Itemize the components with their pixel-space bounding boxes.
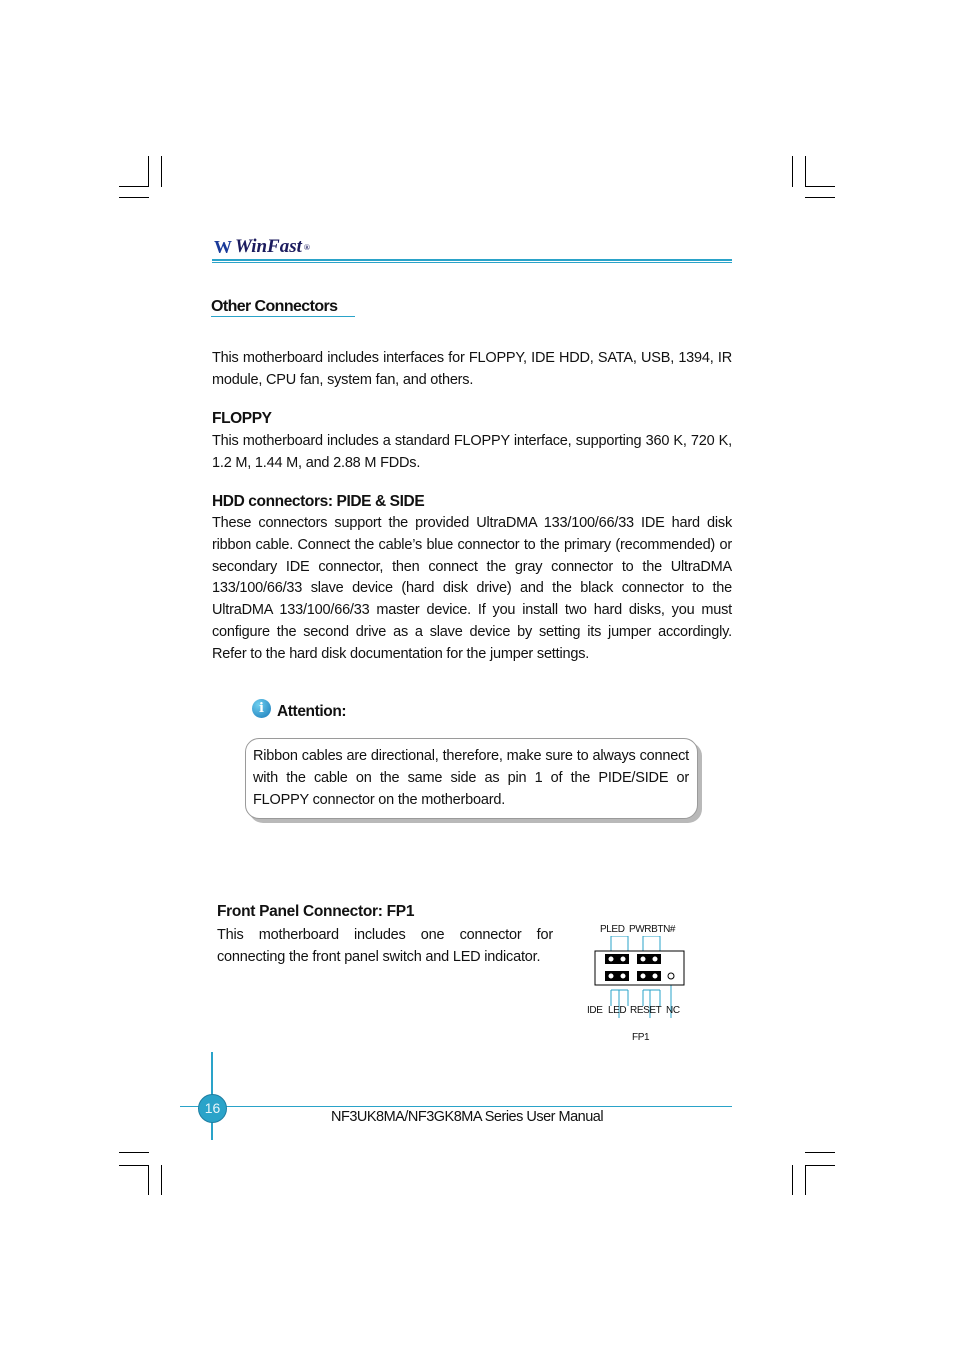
crop-mark [119,186,149,187]
front-panel-text: This motherboard includes one connector for connecting the front panel switch and LED indicator. [217,927,553,965]
winfast-logo [214,236,310,258]
crop-mark [119,197,149,198]
logo-registered: ® [303,242,310,252]
crop-mark [119,1165,149,1166]
label-nc: NC [666,1005,680,1016]
footer-rule [180,1106,732,1107]
crop-mark [805,186,835,187]
hdd-text: These connectors support the provided UltraDMA 133/100/66/33 IDE hard disk ribbon cable. Connect the cable’s blue connector to the primary (recommended) or secondary IDE connector, then connect the gray connector to the UltraDMA 133/100/66/33 slave device (hard disk drive) and the black connector to the UltraDMA 133/100/66/33 master device. If you install two hard disks, you must configure the second drive as a slave device by setting its jumper accordingly. Refer to the hard disk documentation for the jumper settings. [212,515,732,662]
crop-mark [161,1165,162,1195]
label-reset: RESET [630,1005,662,1016]
fp1-diagram [585,918,695,1048]
page-number: 16 [198,1094,227,1123]
crop-mark [148,156,149,187]
label-pwrbtn: PWRBTN# [629,924,676,935]
section-title-underline [211,316,355,317]
crop-mark [805,156,806,187]
attention-text: Ribbon cables are directional, therefore, make sure to always connect with the cable on the same side as pin 1 of the PIDE/SIDE or FLOPPY connector on the motherboard. [253,748,689,808]
logo-mark: W [214,236,229,257]
attention-title: Attention: [277,703,347,720]
crop-mark [792,156,793,187]
section-title: Other Connectors [211,298,338,315]
crop-mark [161,156,162,187]
crop-mark [805,1165,835,1166]
label-led: LED [608,1005,627,1016]
crop-mark [119,1152,149,1153]
header-rule-thin [212,262,732,263]
crop-mark [805,1165,806,1195]
logo-text: WinFast [235,236,302,257]
section-intro: This motherboard includes interfaces for FLOPPY, IDE HDD, SATA, USB, 1394, IR module, CPU fan, system fan, and others. [212,350,732,388]
hdd-heading: HDD connectors: PIDE & SIDE [212,493,425,510]
info-icon: i [252,699,271,718]
label-ide: IDE [587,1005,603,1016]
header-rule [212,259,732,261]
floppy-text: This motherboard includes a standard FLOPPY interface, supporting 360 K, 720 K, 1.2 M, 1.44 M, and 2.88 M FDDs. [212,433,732,471]
crop-mark [148,1165,149,1195]
crop-mark [805,197,835,198]
front-panel-heading: Front Panel Connector: FP1 [217,903,415,920]
manual-title: NF3UK8MA/NF3GK8MA Series User Manual [331,1109,604,1125]
label-pled: PLED [600,924,625,935]
diagram-caption: FP1 [632,1032,650,1043]
crop-mark [805,1152,835,1153]
floppy-heading: FLOPPY [212,410,272,427]
crop-mark [792,1165,793,1195]
